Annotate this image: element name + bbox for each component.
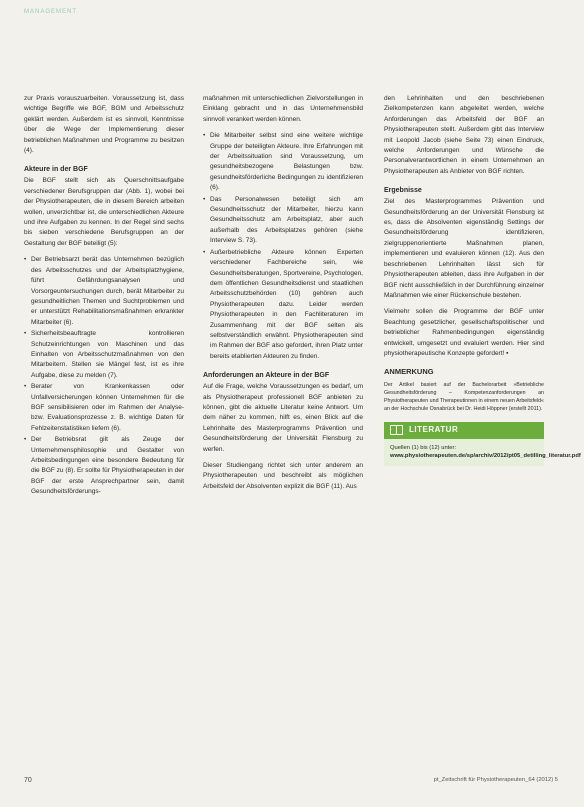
- book-icon: [390, 425, 403, 435]
- literatur-body: [384, 439, 581, 466]
- paragraph: Ziel des Masterprogrammes Prävention und Gesundheitsförderung an der Universität Flensburg ist es, dass die Absolventen eigenständig Settings der Gesundheitsförderung identifizieren, zielgruppenorientierte Maßnahmen planen, implementieren und evaluieren können (12). Aus den beschriebenen Lehrinhalten lässt sich für Physiotherapeuten ableiten, dass ihre Aufgaben in der BGF nicht ausschließlich in der Durchführung einzelner Maßnahmen wie einer Rückenschule bestehen.: [384, 198, 544, 299]
- literatur-intro: Quellen (1) bis (12) unter:: [390, 444, 457, 451]
- list-item: • Der Betriebsrat gilt als Zeuge der Unternehmensphilosophie und Gestalter von Arbeitsbedingungen eine besondere Bedeutung für die BGF zu (8). Er sollte für Physiotherapeuten in der BGF der erste Ansprechpartner sein, damit Gesundheitsförderungs-: [24, 435, 184, 497]
- paragraph: maßnahmen mit unterschiedlichen Zielvorstellungen in Einklang gebracht und in das Unternehmensbild sinnvoll verankert werden können.: [203, 95, 363, 123]
- column-middle: [203, 94, 363, 498]
- list-item: • Berater von Krankenkassen oder Unfallversicherungen können Unternehmen für die BGF sensibilisieren oder im Rahmen der Analyse- bzw. Evaluationsprozesse z. B. wichtige Daten für Fehlzeitenstatistiken liefern (6).: [24, 382, 184, 434]
- bullet-list: [24, 255, 184, 497]
- heading-akteure: Akteure in der BGF: [24, 166, 88, 174]
- heading-ergebnisse: Ergebnisse: [384, 187, 422, 195]
- list-item: • Die Mitarbeiter selbst sind eine weitere wichtige Gruppe der beteiligten Akteure. Ihre Erfahrungen mit der Arbeitssituation sind Voraussetzung, um gesundheitsbezogene Belastungen bzw. gesundheitsförderliche Bedingungen zu identifizieren (6).: [203, 131, 363, 193]
- literatur-link[interactable]: www.physiotherapeuten.de/sp/archiv/2012/pt05_detilling_literatur.pdf: [390, 452, 581, 459]
- column-left: [24, 94, 184, 502]
- anmerkung-text: Der Artikel basiert auf der Bachelorarbeit »Betriebliche Gesundheitsförderung – Kompetenzanforderungen an Physiotherapeuten und Therapeutinnen in einem neuen Arbeitsfeld« an der Hochschule Osnabrück bei Dr. Heidi Höppner (erstellt 2011).: [384, 381, 544, 413]
- anmerkung-title: ANMERKUNG: [384, 367, 434, 377]
- list-item: • Außerbetriebliche Akteure können Experten verschiedener Fachbereiche sein, wie Gesundheitsberatungen, Sportvereine, Psychologen, dem öffentlichen Gesundheitsdienst und staatlichen Arbeitsschutzbehörden (10) gehören auch Physiotherapeuten dazu. Leider werden Physiotherapeuten in den Fachliteraturen im Zusammenhang mit der BGF selten als selbstverständlich erwähnt. Physiotherapeuten sind im Rahmen der BGF also gefordert, ihren Platz unter bereits etablierten Akteuren zu finden.: [203, 248, 363, 362]
- paragraph: Die BGF stellt sich als Querschnittsaufgabe verschiedener Berufsgruppen dar (Abb. 1), wobei bei der Physiotherapeuten, die in diesem Bereich arbeiten wollen, unverzichtbar ist, die unterschiedlichen Akteure und ihre Aufgaben zu kennen. In der Regel sind sechs bis sieben verschiedene Berufsgruppen an der Gestaltung der BGF beteiligt (5):: [24, 177, 184, 247]
- heading-anforderungen: Anforderungen an Akteure in der BGF: [203, 372, 330, 380]
- list-item: • Der Betriebsarzt berät das Unternehmen bezüglich des Arbeitsschutzes und der Arbeitsplatzhygiene, führt Gefährdungsanalysen und Vorsorgeuntersuchungen durch, berät Mitarbeiter zu gesundheitlichen Themen und Suchtproblemen und er unterstützt Rehabilitationsmaßnahmen erkrankter Mitarbeiter (6).: [24, 255, 184, 328]
- literatur-title: LITERATUR: [409, 424, 459, 434]
- paragraph: Auf die Frage, welche Voraussetzungen es bedarf, um als Physiotherapeut professionell BGF anbieten zu können, gibt die aktuelle Literatur keine Antwort. Um dem näher zu kommen, hilft es, einen Blick auf die Lehrinhalte des Masterprogramms Prävention und Gesundheitsförderung der Universität Flensburg zu werfen.: [203, 383, 363, 453]
- literatur-box: [384, 422, 581, 466]
- list-item: • Sicherheitsbeauftragte kontrollieren Schutzeinrichtungen von Maschinen und das Einhalten von Arbeitsschutzmaßnahmen von den Mitarbeitern. Stellen sie Mängel fest, ist es ihre Aufgabe, diese zu melden (7).: [24, 329, 184, 381]
- paragraph: Vielmehr sollen die Programme der BGF unter Beachtung gesetzlicher, gesellschaftspolitischer und betrieblicher Rahmenbedingungen eigenständig entwickelt, umgesetzt und evaluiert werden. Hier sind physiotherapeutische Konzepte gefordert! ▪: [384, 308, 544, 357]
- paragraph: Dieser Studiengang richtet sich unter anderem an Physiotherapeuten und beschreibt als möglichen Arbeitsfeld der Absolventen explizit die BGF (11). Aus: [203, 462, 363, 490]
- paragraph: zur Praxis vorauszuarbeiten. Voraussetzung ist, dass wichtige Begriffe wie BGF, BGM und Arbeitsschutz geklärt werden. Außerdem ist es sinnvoll, Kenntnisse über die Wege der Implementierung dieser betrieblichen Maßnahmen und Programme zu besitzen (4).: [24, 95, 184, 155]
- section-header: MANAGEMENT: [24, 9, 78, 15]
- journal-footer: pt_Zeitschrift für Physiotherapeuten_64 (2012) 5: [433, 777, 558, 783]
- column-right: [384, 94, 581, 466]
- literatur-header: [384, 422, 544, 439]
- paragraph: den Lehrinhalten und den beschriebenen Zielkompetenzen kann abgeleitet werden, welche Anforderungen das Arbeitsfeld der BGF an Physiotherapeuten stellt. Außerdem gibt das Interview mit Leopold Jacob (siehe Seite 73) einen Eindruck, welche Anforderungen und Wünsche die Personalverantwortlichen in einem Unternehmen an Physiotherapeuten als Anbieter von BGF richten.: [384, 95, 544, 175]
- bullet-list: [203, 131, 363, 362]
- page-number: 70: [24, 777, 32, 784]
- list-item: • Das Personalwesen beteiligt sich am Gesundheitsschutz der Mitarbeiter, hierzu kann Gesundheitsschutz am Arbeitsplatz, aber auch außerhalb des Arbeitsplatzes gehören (siehe Interview S. 73).: [203, 195, 363, 247]
